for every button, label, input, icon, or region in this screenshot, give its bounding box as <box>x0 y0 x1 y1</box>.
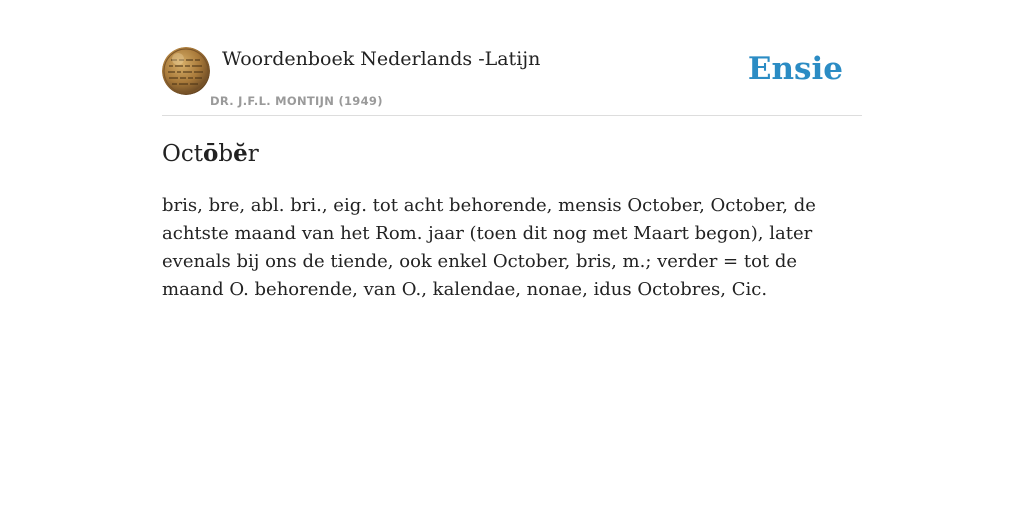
headword-accented-vowel: ō <box>202 140 219 167</box>
ensie-logo-link[interactable]: Ensie <box>747 51 843 87</box>
latin-inscription-coin-icon[interactable] <box>162 47 210 95</box>
entry-card <box>162 38 862 300</box>
headword-accented-vowel: ĕ <box>233 140 248 167</box>
headword-part: r <box>247 141 259 167</box>
headword <box>162 138 259 170</box>
book-author: DR. J.F.L. MONTIJN (1949) <box>210 94 383 108</box>
entry-header <box>162 38 862 116</box>
book-title[interactable]: Woordenboek Nederlands -Latijn <box>222 48 541 70</box>
coin-graphic <box>162 47 210 95</box>
headword-part: Oct <box>162 141 203 167</box>
definition-text: bris, bre, abl. bri., eig. tot acht behorende, mensis October, October, de achtste maand van het Rom. jaar (toen dit nog met Maart begon), later evenals bij ons de tiende, ook enkel October, bris, m.; verder = tot de maand O. behorende, van O., kalendae, nonae, idus Octobres, Cic. <box>162 195 816 300</box>
headword-part: b <box>218 141 234 167</box>
